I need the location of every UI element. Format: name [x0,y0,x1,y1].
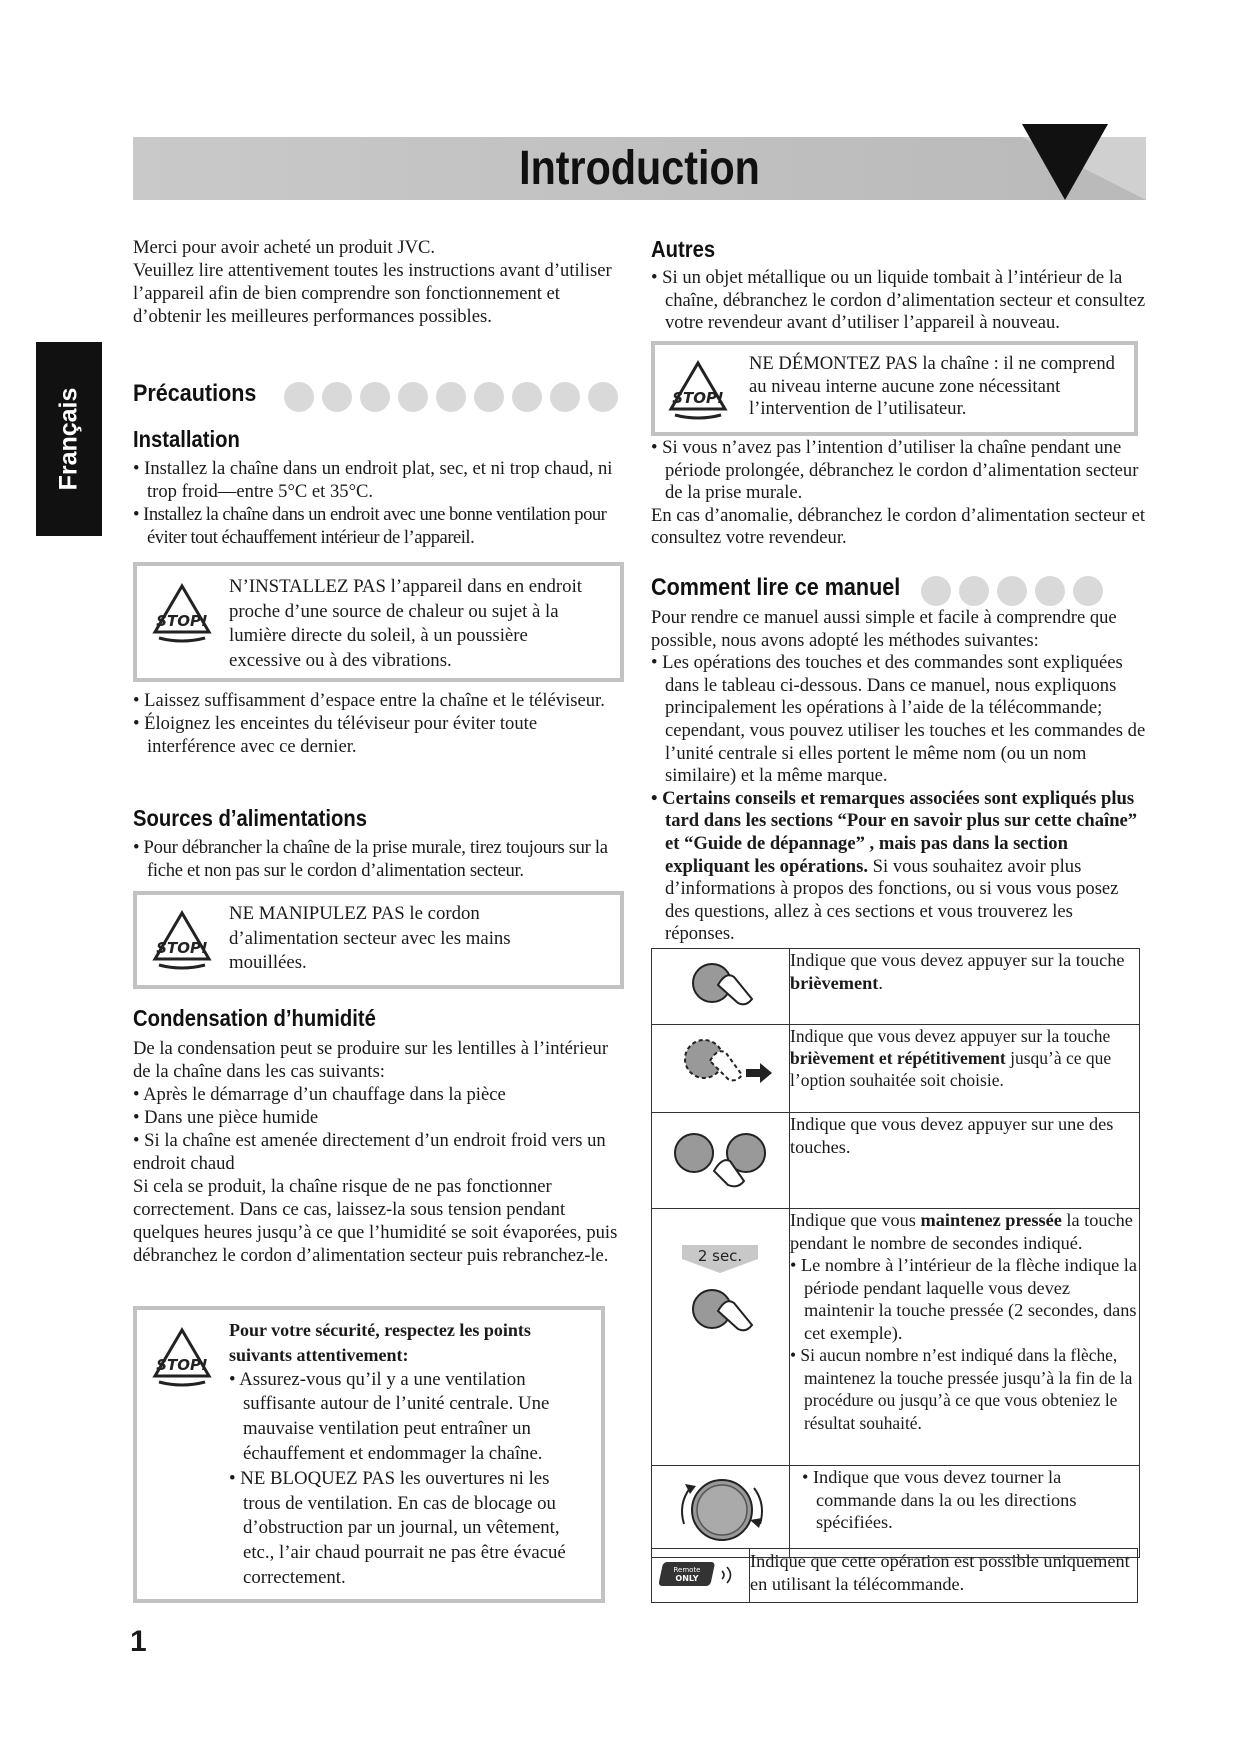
stop-warning-icon [151,1324,213,1390]
list-item: • Si la chaîne est amenée directement d’un endroit froid vers un endroit chaud [133,1130,606,1174]
table-row: Indique que vous devez appuyer sur la touche brièvement. [652,949,1140,1025]
autres-text: • Si vous n’avez pas l’intention d’utiliser la chaîne pendant une période prolongée, débranchez le cordon d’alimentation secteur de la prise murale. En cas d’anomalie, débranchez le cordon d’alimentation secteur et consultez votre revendeur. [651,437,1146,548]
list-item: • Laissez suffisamment d’espace entre la chaîne et le téléviseur. [133,690,605,711]
page-title: Introduction [519,142,760,195]
subheading-power: Sources d’alimentations [133,805,367,831]
press-repeatedly-icon [652,1025,789,1107]
turn-dial-icon [652,1466,789,1552]
section-heading-manual: Comment lire ce manuel [651,574,901,601]
warning-text: N’INSTALLEZ PAS l’appareil dans en endroit proche d’une source de chaleur ou sujet à la lumière directe du soleil, à un poussière excessive ou à des vibrations. [229,576,583,671]
remote-only-legend [651,1548,1138,1603]
stop-warning-icon [151,907,213,973]
subheading-installation: Installation [133,426,240,452]
svg-text:STOP!: STOP! [156,939,208,957]
installation-bullets-2 [133,689,623,758]
press-and-hold-icon [652,1209,789,1359]
warning-box-installation [133,562,624,682]
language-tab-label: Français [54,387,83,491]
list-item: • Éloignez les enceintes du téléviseur pour éviter toute interférence avec ce dernier. [133,713,538,757]
safety-text: Pour votre sécurité, respectez les points suivants attentivement: • Assurez-vous qu’il y a une ventilation suffisante autour de l’unité centrale. Une mauvaise ventilation peut entraîner un échauffement et endommager la chaîne. • NE BLOQUEZ PAS les ouvertures ni les trous de ventilation. En cas de blocage ou d’obstruction par un journal, un vêtement, etc., l’air chaud pourrait ne pas être évacué correctement. [229,1318,579,1591]
banner-corner-decoration [1022,124,1146,202]
manual-text: Pour rendre ce manuel aussi simple et facile à comprendre que possible, nous avons adopté les méthodes suivantes: • Les opérations des touches et des commandes sont expliquées dans le tableau ci-dessous. Dans ce manuel, nous expliquons principalement les opérations à l’aide de la télécommande; cependant, vous pouvez utiliser les touches et les commandes de l’unité centrale si elles portent le même nom (ou un nom similaire) et la même marque. • Certains conseils et remarques associées sont expliqués plus tard dans les sections “Pour en savoir plus sur cette chaîne” et “Guide de dépannage” , mais pas dans la section expliquant les opérations. Si vous souhaitez avoir plus d’informations à propos des fonctions, ou si vous vous posez des questions, allez à ces sections et vous trouverez les réponses. [651,607,1146,945]
warning-text: NE DÉMONTEZ PAS la chaîne : il ne comprend au niveau interne aucune zone nécessitant l’intervention de l’utilisateur. [749,353,1115,419]
list-item: • Dans une pièce humide [133,1107,319,1128]
list-item: • Assurez-vous qu’il y a une ventilation suffisante autour de l’unité centrale. Une mauvaise ventilation peut entraîner un échauffement et endommager la chaîne. [229,1368,550,1464]
remote-only-icon [652,1549,749,1597]
table-row: Remote ONLY Indique que cette opération est possible uniquement en utilisant la télécommande. [652,1549,1138,1603]
list-item: • NE BLOQUEZ PAS les ouvertures ni les trous de ventilation. En cas de blocage ou d’obstruction par un journal, un vêtement, etc., l’air chaud pourrait ne pas être évacué correctement. [229,1467,566,1588]
warning-box-power [133,891,624,989]
subheading-autres: Autres [651,236,716,262]
table-row: 2 sec. Indique que vous maintenez pressée la touche pendant le nombre de secondes indiqué. • Le nombre à l’intérieur de la flèche indique la période pendant laquelle vous devez maintenir la touche pressée (2 secondes, dans cet exemple). • Si aucun nombre n’est indiqué dans la flèche, maintenez la touche pressée jusqu’à la fin de la procédure ou jusqu’à ce que vous obteniez le résultat souhaité. [652,1209,1140,1466]
svg-text:STOP!: STOP! [156,1356,208,1374]
table-row: • Indique que vous devez tourner la commande dans la ou les directions spécifiées. [652,1466,1140,1558]
list-item: • Installez la chaîne dans un endroit plat, sec, et ni trop chaud, ni trop froid—entre 5°C et 35°C. [133,458,613,502]
svg-text:STOP!: STOP! [156,612,208,630]
stop-warning-icon [151,580,213,646]
svg-text:ONLY: ONLY [675,1574,699,1583]
list-item: • Installez la chaîne dans un endroit avec une bonne ventilation pour éviter tout échauffement intérieur de l’appareil. [133,504,607,548]
stop-warning-icon [667,357,729,423]
warning-text: NE MANIPULEZ PAS le cordon d’alimentation secteur avec les mains mouillées. [229,903,511,973]
autres-bullet-1: • Si un objet métallique ou un liquide tombait à l’intérieur de la chaîne, débranchez le cordon d’alimentation secteur et consultez votre revendeur avant d’utiliser l’appareil à nouveau. [651,267,1146,333]
svg-text:Remote: Remote [673,1566,701,1574]
power-bullet: • Pour débrancher la chaîne de la prise murale, tirez toujours sur la fiche et non pas sur le cordon d’alimentation secteur. [133,837,608,881]
subheading-condensation: Condensation d’humidité [133,1005,376,1031]
condensation-text: De la condensation peut se produire sur les lentilles à l’intérieur de la chaîne dans les cas suivants: • Après le démarrage d’un chauffage dans la pièce • Dans une pièce humide • Si la chaîne est amenée directement d’un endroit froid vers un endroit chaud Si cela se produit, la chaîne risque de ne pas fonctionner correctement. Dans ce cas, laissez-la sous tension pendant quelques heures jusqu’à ce que l’humidité se soit évaporées, puis débranchez le cordon d’alimentation secteur puis rebranchez-le. [133,1037,625,1267]
installation-bullets [133,457,623,549]
table-row: Indique que vous devez appuyer sur la touche brièvement et répétitivement jusqu’à ce que l’option souhaitée soit choisie. [652,1025,1140,1113]
press-one-of-buttons-icon [652,1113,789,1203]
heading-dots-decoration [284,382,618,412]
heading-dots-decoration [921,576,1103,606]
list-item: • Après le démarrage d’un chauffage dans la pièce [133,1084,506,1105]
page-number: 1 [130,1625,147,1658]
legend-table [651,948,1140,1558]
warning-box-autres [651,341,1138,436]
press-button-icon [652,949,789,1019]
svg-text:2 sec.: 2 sec. [697,1247,743,1265]
section-heading-precautions: Précautions [133,380,257,407]
table-row: Indique que vous devez appuyer sur une des touches. [652,1113,1140,1209]
intro-text: Merci pour avoir acheté un produit JVC. Veuillez lire attentivement toutes les instructions avant d’utiliser l’appareil afin de bien comprendre son fonctionnement et d’obtenir les meilleures performances possibles. [133,237,612,327]
svg-text:STOP!: STOP! [672,389,724,407]
warning-box-safety [133,1306,605,1603]
